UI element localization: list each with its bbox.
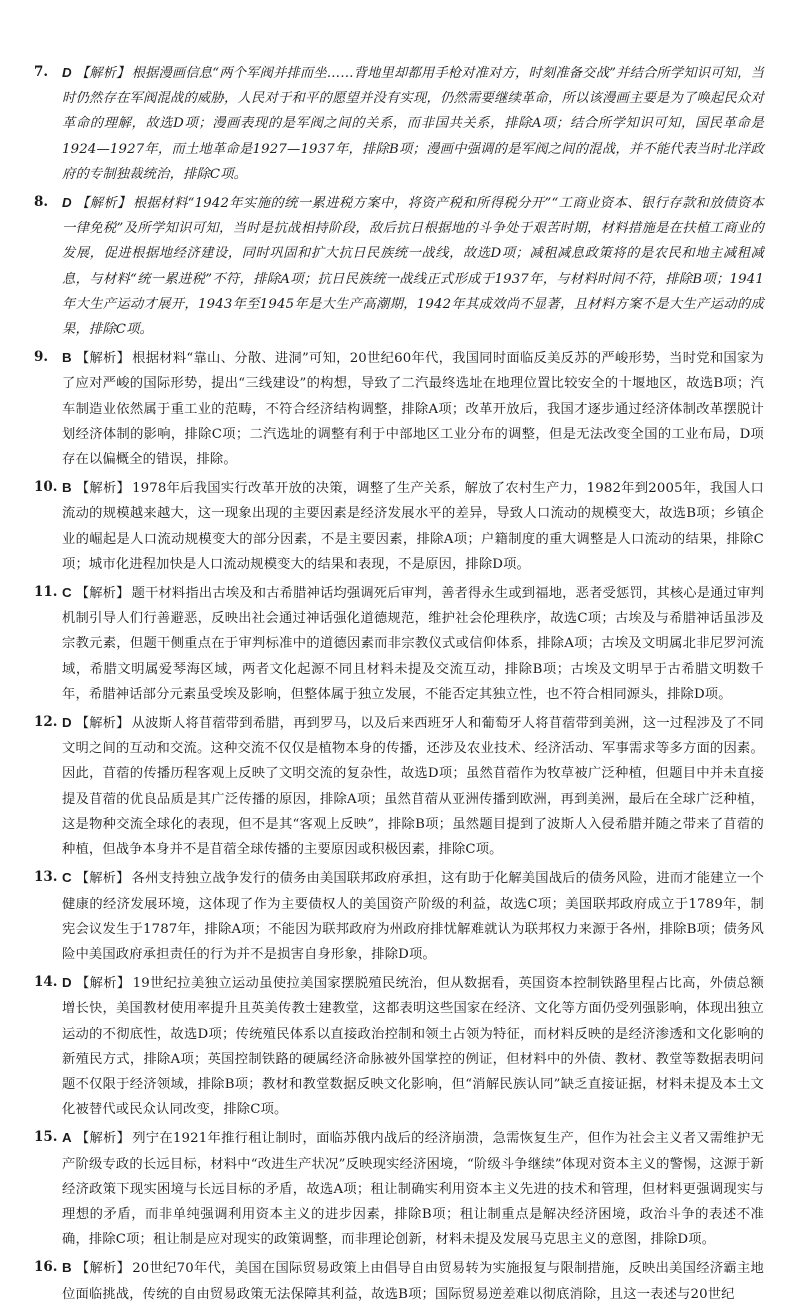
question-16 (34, 1255, 764, 1306)
question-body (62, 1125, 764, 1252)
analysis-tag: 【解析】 (75, 196, 131, 212)
question-number: 10. (34, 479, 58, 496)
analysis-text: 根据材料“靠山、分散、进洞”可知，20世纪60年代，我国同时面临反美反苏的严峻形势，当时党和国家为了应对严峻的国际形势，提出“三线建设”的构想，导致了二汽最终选址在地理位置比较安全的十堰地区，故选B项；汽车制造业依然属于重工业的范畴，不符合经济结构调整，排除A项；改革开放后，我国才逐步通过经济体制改革摆脱计划经济体制的影响，排除C项；二汽选址的调整有利于中部地区工业分布的调整，但是无法改变全国的工业布局，D项存在以偏概全的错误，排除。 (62, 351, 764, 468)
analysis-text: 1978年后我国实行改革开放的决策，调整了生产关系，解放了农村生产力，1982年到2005年，我国人口流动的规模越来越大，这一现象出现的主要因素是经济发展水平的差异，导致人口流动的规模变大，故选B项；乡镇企业的崛起是人口流动规模变大的部分因素，不是主要因素，排除A项；户籍制度的重大调整是人口流动的结果，排除C项；城市化进程加快是人口流动规模变大的结果和表现，不是原因，排除D项。 (62, 481, 764, 572)
question-body (62, 970, 764, 1122)
question-number: 8. (34, 194, 49, 211)
analysis-tag: 【解析】 (75, 66, 130, 81)
question-11 (34, 580, 764, 707)
analysis-tag: 【解析】 (75, 586, 130, 602)
answer-letter: B (62, 480, 72, 496)
answer-letter: D (62, 975, 72, 991)
analysis-text: 题干材料指出古埃及和古希腊神话均强调死后审判，善者得永生或到福地，恶者受惩罚，其核心是通过审判机制引导人们行善避恶，反映出社会通过神话强化道德规范，维护社会伦理秩序，故选C项；古埃及与希腊神话虽涉及宗教元素，但题干侧重点在于审判标准中的道德因素而非宗教仪式或信仰体系，排除A项；古埃及文明属北非尼罗河流域，希腊文明属爱琴海区域，两者文化起源不同且材料未提及交流互动，排除B项；古埃及文明早于古希腊文明数千年，希腊神话部分元素虽受埃及影响，但整体属于独立发展，不能否定其独立性，也不符合相同源头，排除D项。 (62, 586, 764, 702)
answer-letter: D (62, 65, 72, 80)
analysis-text: 19世纪拉美独立运动虽使拉美国家摆脱殖民统治，但从数据看，英国资本控制铁路里程占比高，外债总额增长快，美国教材使用率提升且英美传教士建教堂，这都表明这些国家在经济、文化等方面仍受列强影响，体现出独立运动的不彻底性，故选D项；传统殖民体系以直接政治控制和领土占领为特征，而材料反映的是经济渗透和文化影响的新殖民方式，排除A项；英国控制铁路的硬属经济命脉被外国掌控的例证，但材料中的外债、教材、教堂等数据表明问题不仅限于经济领域，排除B项；教材和教堂数据反映文化影响，但“消解民族认同”缺乏直接证据，材料未提及本土文化被替代或民众认同改变，排除C项。 (62, 976, 765, 1118)
answer-letter: B (62, 1260, 72, 1276)
answer-letter: A (62, 1130, 72, 1146)
question-body (62, 865, 764, 967)
question-10 (34, 475, 764, 577)
analysis-tag: 【解析】 (75, 1131, 131, 1147)
question-body (62, 190, 764, 342)
analysis-tag: 【解析】 (75, 716, 130, 732)
analysis-tag: 【解析】 (75, 1261, 131, 1277)
question-body (62, 345, 764, 472)
question-number: 7. (34, 64, 49, 80)
question-13 (34, 865, 764, 967)
question-number: 16. (34, 1259, 58, 1276)
analysis-tag: 【解析】 (75, 976, 131, 992)
analysis-text: 根据材料“1942年实施的统一累进税方案中，将资产税和所得税分开”“工商业资本、银行存款和放债资本一律免税”及所学知识可知，当时是抗战相持阶段，敌后抗日根据地的斗争处于艰苦时期，材料措施是在扶植工商业的发展，促进根据地经济建设，同时巩固和扩大抗日民族统一战线，故选D项；减租减息政策将的是农民和地主减租减息，与材料“统一累进税”不符，排除A项；抗日民族统一战线正式形成于1937年，与材料时间不符，排除B项；1941年大生产运动才展开，1943年至1945年是大生产高潮期，1942年其成效尚不显著，且材料方案不是大生产运动的成果，排除C项。 (62, 196, 764, 338)
answer-letter: B (62, 350, 72, 366)
question-12 (34, 710, 764, 862)
answer-letter: D (62, 715, 72, 731)
question-number: 14. (34, 974, 58, 991)
answer-explanation-page (34, 60, 764, 1310)
answer-letter: D (62, 195, 72, 211)
question-14 (34, 970, 764, 1122)
analysis-text: 各州支持独立战争发行的债务由美国联邦政府承担，这有助于化解美国战后的债务风险，进而才能建立一个健康的经济发展环境，这体现了作为主要债权人的美国资产阶级的利益，故选C项；美国联邦政府成立于1789年，制宪会议发生于1787年，排除A项；不能因为联邦政府为州政府排忧解难就认为联邦权力来源于各州，排除B项；债务风险中美国政府承担责任的行为并不是损害自身形象，排除D项。 (62, 871, 764, 962)
question-number: 12. (34, 714, 58, 731)
analysis-tag: 【解析】 (75, 481, 131, 497)
analysis-text: 列宁在1921年推行租让制时，面临苏俄内战后的经济崩溃，急需恢复生产，但作为社会主义者又需维护无产阶级专政的长远目标，材料中“改进生产状况”反映现实经济困境，“阶级斗争继续”体现对资本主义的警惕，这源于新经济政策下现实困境与长远目标的矛盾，故选A项；租让制确实利用资本主义先进的技术和管理，但材料更强调现实与理想的矛盾，而非单纯强调利用资本主义的进步因素，排除B项；租让制重点是解决经济困境，政治斗争的表述不准确，排除C项；租让制是应对现实的政策调整，而非理论创新，材料未提及发展马克思主义的意图，排除D项。 (62, 1131, 764, 1248)
question-number: 13. (34, 869, 58, 886)
analysis-text: 根据漫画信息“两个军阀并排而坐……背地里却都用手枪对准对方，时刻准备交战”并结合所学知识可知，当时仍然存在军阀混战的威胁，人民对于和平的愿望并没有实现，仍然需要继续革命，所以该漫画主要是为了唤起民众对革命的理解，故选D项；漫画表现的是军阀之间的关系，而非国共关系，排除A项；结合所学知识可知，国民革命是1924—1927年，而土地革命是1927—1937年，排除B项；漫画中强调的是军阀之间的混战，并不能代表当时北洋政府的专制独裁统治，排除C项。 (62, 66, 765, 182)
question-body (62, 1255, 764, 1306)
question-number: 9. (34, 349, 49, 366)
answer-letter: C (62, 870, 72, 886)
question-number: 11. (34, 584, 58, 601)
analysis-text: 20世纪70年代，美国在国际贸易政策上由倡导自由贸易转为实施报复与限制措施，反映出美国经济霸主地位面临挑战，传统的自由贸易政策无法保障其利益，故选B项；国际贸易逆差难以彻底消除，且这一表述与20世纪 (62, 1261, 764, 1302)
question-7 (34, 60, 764, 187)
question-9 (34, 345, 764, 472)
question-body (62, 475, 764, 577)
question-15 (34, 1125, 764, 1252)
question-8 (34, 190, 764, 342)
question-body (62, 580, 764, 707)
answer-letter: C (62, 585, 72, 601)
analysis-tag: 【解析】 (75, 871, 130, 887)
question-number: 15. (34, 1129, 58, 1146)
analysis-tag: 【解析】 (75, 351, 131, 367)
question-body (62, 710, 764, 862)
question-body (62, 60, 764, 187)
analysis-text: 从波斯人将苜蓿带到希腊，再到罗马，以及后来西班牙人和葡萄牙人将苜蓿带到美洲，这一过程涉及了不同文明之间的互动和交流。这种交流不仅仅是植物本身的传播，还涉及农业技术、经济活动、军事需求等多方面的因素。因此，苜蓿的传播历程客观上反映了文明交流的复杂性，故选D项；虽然苜蓿作为牧草被广泛种植，但题目中并未直接提及苜蓿的优良品质是其广泛传播的原因，排除A项；虽然苜蓿从亚洲传播到欧洲，再到美洲，最后在全球广泛种植，这是物种交流全球化的表现，但不是其“客观上反映”，排除B项；虽然题目提到了波斯人入侵希腊并随之带来了苜蓿的种植，但战争本身并不是苜蓿全球传播的主要原因或积极因素，排除C项。 (62, 716, 764, 858)
